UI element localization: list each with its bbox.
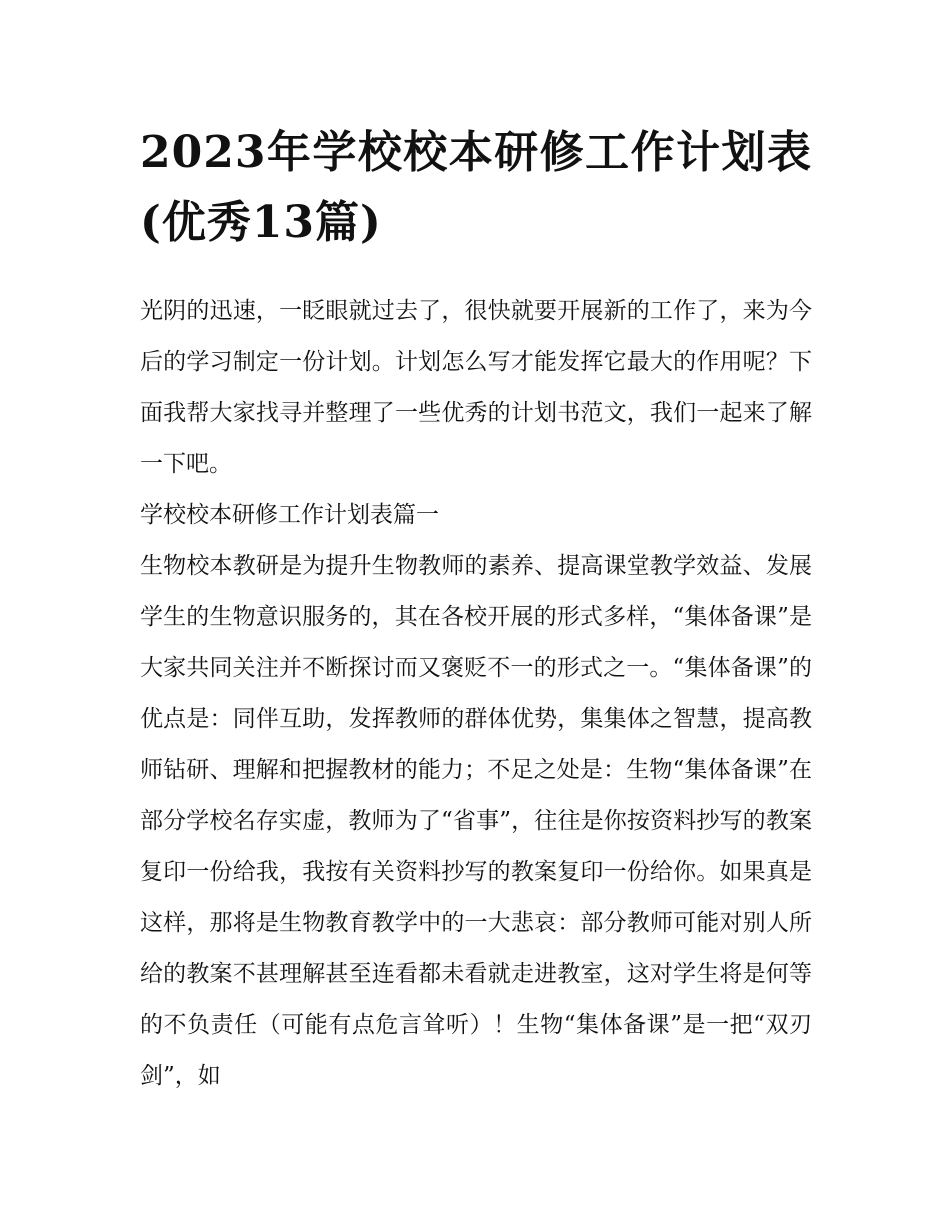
intro-paragraph: 光阴的迅速，一眨眼就过去了，很快就要开展新的工作了，来为今后的学习制定一份计划。计划怎么写才能发挥它最大的作用呢？下面我帮大家找寻并整理了一些优秀的计划书范文，我们一起来了解一下吧。 xyxy=(140,298,812,477)
document-page xyxy=(140,118,812,1102)
document-title: 2023年学校校本研修工作计划表(优秀13篇) xyxy=(140,127,812,248)
section-heading: 学校校本研修工作计划表篇一 xyxy=(140,502,439,528)
body-paragraph: 生物校本教研是为提升生物教师的素养、提高课堂教学效益、发展学生的生物意识服务的，其在各校开展的形式多样，“集体备课”是大家共同关注并不断探讨而又褒贬不一的形式之一。“集体备课”的优点是：同伴互助，发挥教师的群体优势，集集体之智慧，提高教师钻研、理解和把握教材的能力；不足之处是：生物“集体备课”在部分学校名存实虚，教师为了“省事”，往往是你按资料抄写的教案复印一份给我，我按有关资料抄写的教案复印一份给你。如果真是这样，那将是生物教育教学中的一大悲哀：部分教师可能对别人所给的教案不甚理解甚至连看都未看就走进教室，这对学生将是何等的不负责任（可能有点危言耸听）！生物“集体备课”是一把“双刃剑”，如 xyxy=(140,553,812,1089)
